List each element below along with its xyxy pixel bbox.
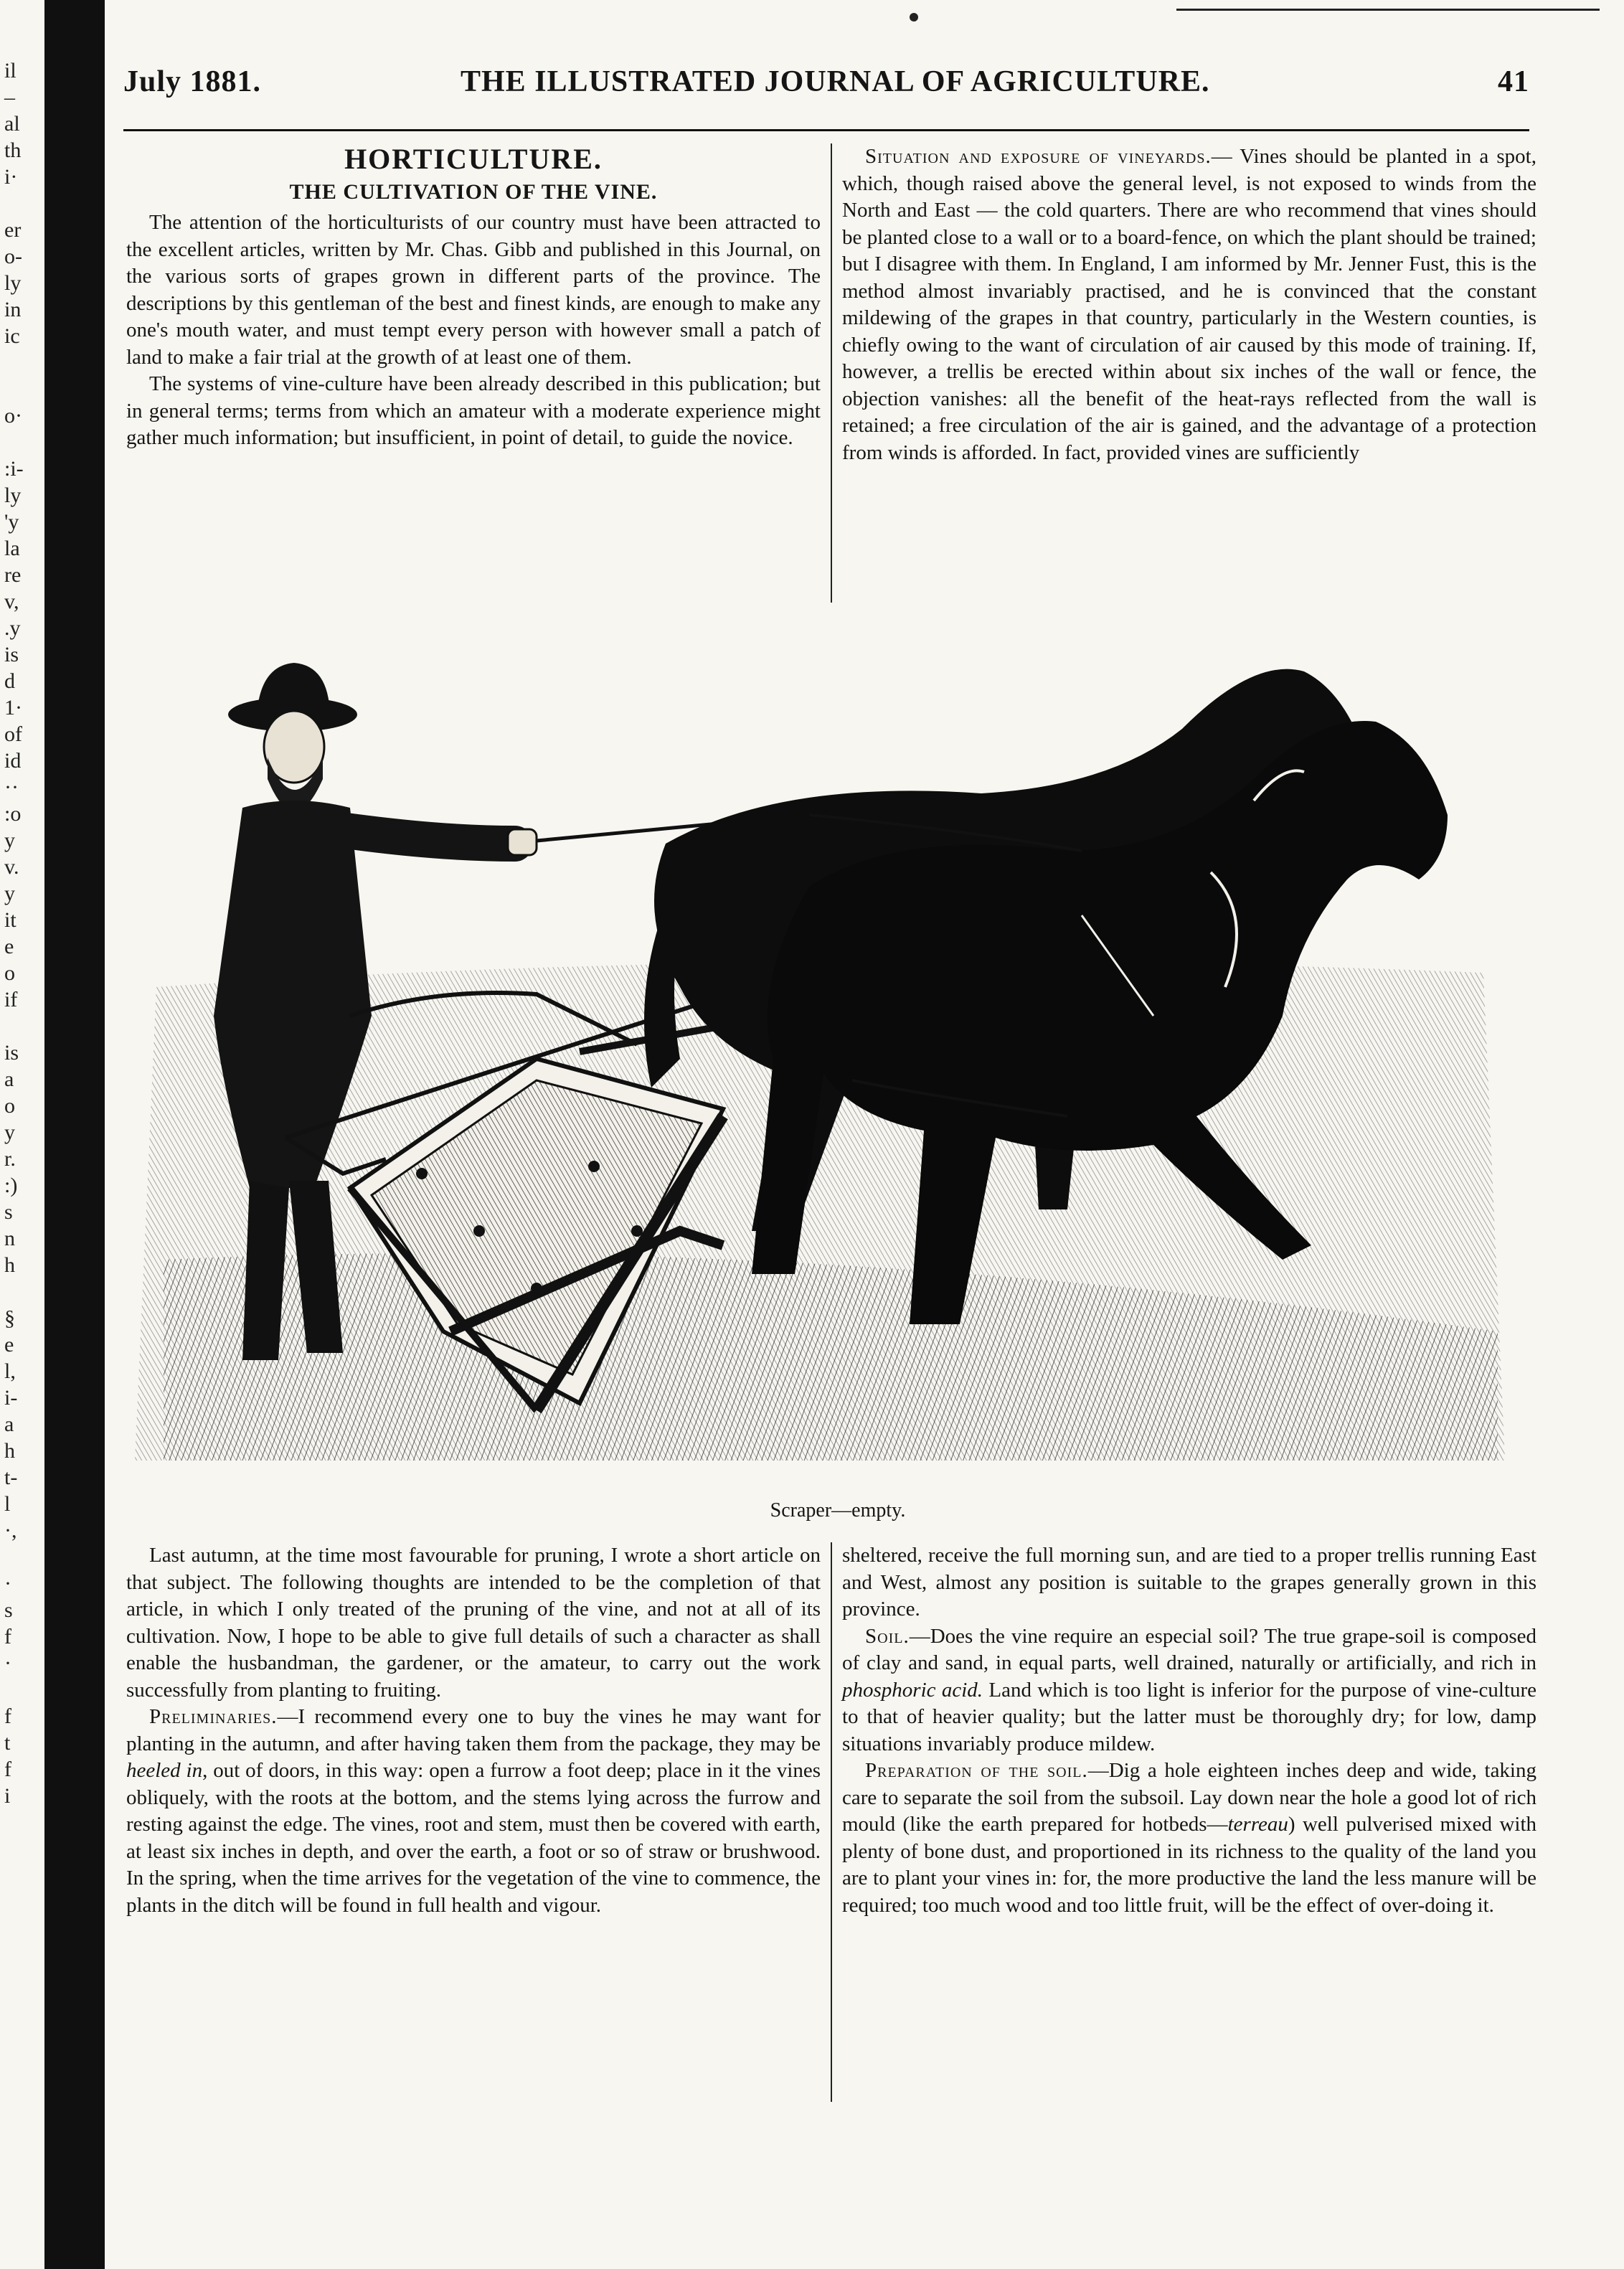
edge-fragment: :o bbox=[4, 802, 22, 826]
page-number: 41 bbox=[1498, 65, 1529, 98]
edge-fragment: id bbox=[4, 749, 22, 773]
edge-fragment: i bbox=[4, 1784, 11, 1808]
edge-fragment: § bbox=[4, 1306, 15, 1330]
edge-fragment: ic bbox=[4, 324, 20, 348]
edge-fragment: i- bbox=[4, 1386, 18, 1410]
edge-fragment: o bbox=[4, 1094, 15, 1118]
section-heading: HORTICULTURE. bbox=[344, 143, 603, 175]
edge-fragment: ·, bbox=[4, 1519, 17, 1542]
top-edge-mark bbox=[910, 13, 918, 22]
edge-fragment: f bbox=[4, 1758, 11, 1781]
edge-fragment: v. bbox=[4, 855, 19, 879]
paragraph-lead: Preliminaries. bbox=[149, 1705, 278, 1728]
adjacent-page-edge-fragments bbox=[4, 57, 40, 1809]
edge-fragment: n bbox=[4, 1227, 15, 1250]
edge-fragment: of bbox=[4, 722, 22, 746]
article-title: THE CULTIVATION OF THE VINE. bbox=[289, 180, 658, 204]
edge-fragment bbox=[4, 1278, 40, 1305]
figure-caption: Scraper—empty. bbox=[770, 1499, 906, 1522]
header-rule bbox=[123, 129, 1529, 131]
edge-fragment: er bbox=[4, 218, 22, 242]
edge-fragment bbox=[4, 1676, 40, 1703]
edge-fragment: y bbox=[4, 882, 15, 905]
paragraph-text: ) well pulverised mixed with plenty of bone dust, and proportioned in its richness to the quality of the land you are to plant your vines in: for, the more productive the land the less manure will be required; too much wood and too little fruit, will be the effect of over-doing it. bbox=[842, 1813, 1536, 1917]
edge-fragment: e bbox=[4, 1333, 14, 1357]
edge-fragment: l bbox=[4, 1492, 11, 1516]
paragraph: sheltered, receive the full morning sun, and are tied to a proper trellis running East and West, almost any position is suitable to the grapes generally grown in this province. bbox=[842, 1544, 1536, 1621]
edge-fragment: 'y bbox=[4, 510, 19, 534]
edge-fragment: e bbox=[4, 935, 14, 958]
edge-fragment: s bbox=[4, 1598, 13, 1622]
edge-fragment: .y bbox=[4, 616, 21, 640]
edge-fragment: s bbox=[4, 1200, 13, 1224]
emphasis: terreau bbox=[1227, 1813, 1288, 1836]
paragraph-text: —Does the vine require an especial soil? The true grape-soil is composed of clay and sand, in equal parts, well drained, naturally or artificially, and rich in bbox=[842, 1624, 1536, 1674]
edge-fragment: r. bbox=[4, 1147, 16, 1171]
edge-fragment: a bbox=[4, 1067, 14, 1091]
edge-fragment: la bbox=[4, 537, 20, 560]
edge-fragment: d bbox=[4, 669, 15, 693]
edge-fragment bbox=[4, 1544, 40, 1570]
edge-fragment: v, bbox=[4, 590, 19, 613]
edge-fragment: y bbox=[4, 1121, 15, 1144]
running-header bbox=[123, 65, 1529, 108]
edge-fragment bbox=[4, 190, 40, 217]
edge-fragment: t- bbox=[4, 1466, 18, 1489]
edge-fragment: o· bbox=[4, 404, 22, 428]
edge-fragment: · bbox=[4, 1572, 11, 1595]
edge-fragment: – bbox=[4, 85, 15, 109]
paragraph-lead: Situation and exposure of vineyards. bbox=[865, 145, 1212, 168]
edge-fragment: re bbox=[4, 563, 22, 587]
paragraph: Last autumn, at the time most favourable for pruning, I wrote a short article on that subject. The following thoughts are intended to be the completion of that article, in which I only treated of the pruning of the vine, and not at all of its cultivation. Now, I hope to be able to give full details of such a character as shall enable the husbandman, the gardener, or the amateur, to carry out the work successfully from planting to fruiting. bbox=[126, 1544, 821, 1702]
paragraph-lead: Soil. bbox=[865, 1624, 910, 1648]
top-edge-rule bbox=[1176, 9, 1600, 11]
emphasis: heeled in bbox=[126, 1759, 203, 1782]
edge-fragment: i· bbox=[4, 165, 18, 189]
edge-fragment: h bbox=[4, 1253, 15, 1277]
binding-gutter bbox=[44, 0, 105, 2269]
edge-fragment: :) bbox=[4, 1174, 18, 1197]
edge-fragment: 1· bbox=[4, 696, 22, 720]
edge-fragment: is bbox=[4, 643, 19, 666]
left-column-top bbox=[126, 143, 821, 452]
edge-fragment: t bbox=[4, 1731, 11, 1755]
edge-fragment: al bbox=[4, 112, 20, 136]
edge-fragment: th bbox=[4, 138, 22, 162]
edge-fragment: il bbox=[4, 59, 16, 82]
paragraph-lead: Preparation of the soil. bbox=[865, 1759, 1088, 1782]
edge-fragment: f bbox=[4, 1625, 11, 1648]
edge-fragment: ·· bbox=[4, 775, 19, 799]
left-column-bottom bbox=[126, 1542, 821, 1919]
journal-title: THE ILLUSTRATED JOURNAL OF AGRICULTURE. bbox=[461, 65, 1210, 98]
edge-fragment: in bbox=[4, 298, 22, 321]
edge-fragment: :i- bbox=[4, 457, 24, 481]
edge-fragment: it bbox=[4, 908, 16, 932]
edge-fragment bbox=[4, 1013, 40, 1039]
paragraph: The attention of the horticulturists of our country must have been attracted to the excellent articles, written by Mr. Chas. Gibb and published in this Journal, on the various sorts of grapes grown in different parts of the province. The descriptions by this gentleman of the best and finest kinds, are enough to make any one's mouth water, and must tempt every person with however small a patch of land to make a fair trial at the growth of at least one of them. bbox=[126, 211, 821, 369]
paragraph-text: — Vines should be planted in a spot, which, though raised above the general level, is not exposed to winds from the North and East — the cold quarters. There are who recommend that vines should be planted close to a wall or to a board-fence, on which the plant should be trained; but I disagree with them. In England, I am informed by Mr. Jenner Fust, this is the method almost invariably practised, and he is convinced that the constant mildewing of the grapes in that country, particularly in the Western counties, is chiefly owing to the want of circulation of air caused by this mode of training. If, however, a trellis be erected within about six inches of the wall or fence, the objection vanishes: all the benefit of the heat-rays reflected from the wall is retained; a free circulation of the air is gained, and the advantage of a protection from winds is afforded. In fact, provided vines are sufficiently bbox=[842, 145, 1536, 464]
issue-date: July 1881. bbox=[123, 65, 262, 98]
column-divider bbox=[831, 1542, 832, 2102]
edge-fragment bbox=[4, 429, 40, 456]
edge-fragment: o bbox=[4, 961, 15, 985]
edge-fragment bbox=[4, 349, 40, 376]
edge-fragment: y bbox=[4, 829, 15, 852]
edge-fragment: a bbox=[4, 1412, 14, 1436]
edge-fragment: f bbox=[4, 1704, 11, 1728]
edge-fragment: ly bbox=[4, 483, 22, 507]
scraper-illustration bbox=[135, 614, 1541, 1492]
edge-fragment: · bbox=[4, 1651, 11, 1675]
edge-fragment: ly bbox=[4, 271, 22, 295]
edge-fragment: is bbox=[4, 1041, 19, 1065]
edge-fragment: l, bbox=[4, 1359, 16, 1383]
right-column-top bbox=[842, 143, 1536, 466]
paragraph-text: , out of doors, in this way: open a furrow a foot deep; place in it the vines obliquely, with the roots at the bottom, and the stems lying across the furrow and resting against the edge. The vines, root and stem, must then be covered with earth, at least six inches in depth, and over the earth, a foot or so of straw or brushwood. In the spring, when the time arrives for the vegetation of the vine to commence, the plants in the ditch will be found in full health and vigour. bbox=[126, 1759, 821, 1917]
column-divider bbox=[831, 143, 832, 603]
edge-fragment: if bbox=[4, 988, 18, 1011]
edge-fragment: h bbox=[4, 1439, 15, 1463]
edge-fragment bbox=[4, 376, 40, 402]
right-column-bottom bbox=[842, 1542, 1536, 1919]
paragraph: The systems of vine-culture have been already described in this publication; but in general terms; terms from which an amateur with a moderate experience might gather much information; but insufficient, in point of detail, to guide the novice. bbox=[126, 372, 821, 449]
paragraph-text: Land which is too light is inferior for the purpose of vine-culture to that of heavier quality; but the latter must be thoroughly dry; for low, damp situations invariably produce mildew. bbox=[842, 1678, 1536, 1755]
paragraph-text: —I recommend every one to buy the vines he may want for planting in the autumn, and after having taken them from the package, they may be bbox=[126, 1705, 821, 1755]
edge-fragment: o- bbox=[4, 245, 22, 268]
emphasis: phosphoric acid. bbox=[842, 1678, 983, 1702]
paragraph-text: —Dig a hole eighteen inches deep and wide, taking care to separate the soil from the subsoil. Lay down near the hole a good lot of rich mould (like the earth prepared for hotbeds— bbox=[842, 1759, 1536, 1836]
